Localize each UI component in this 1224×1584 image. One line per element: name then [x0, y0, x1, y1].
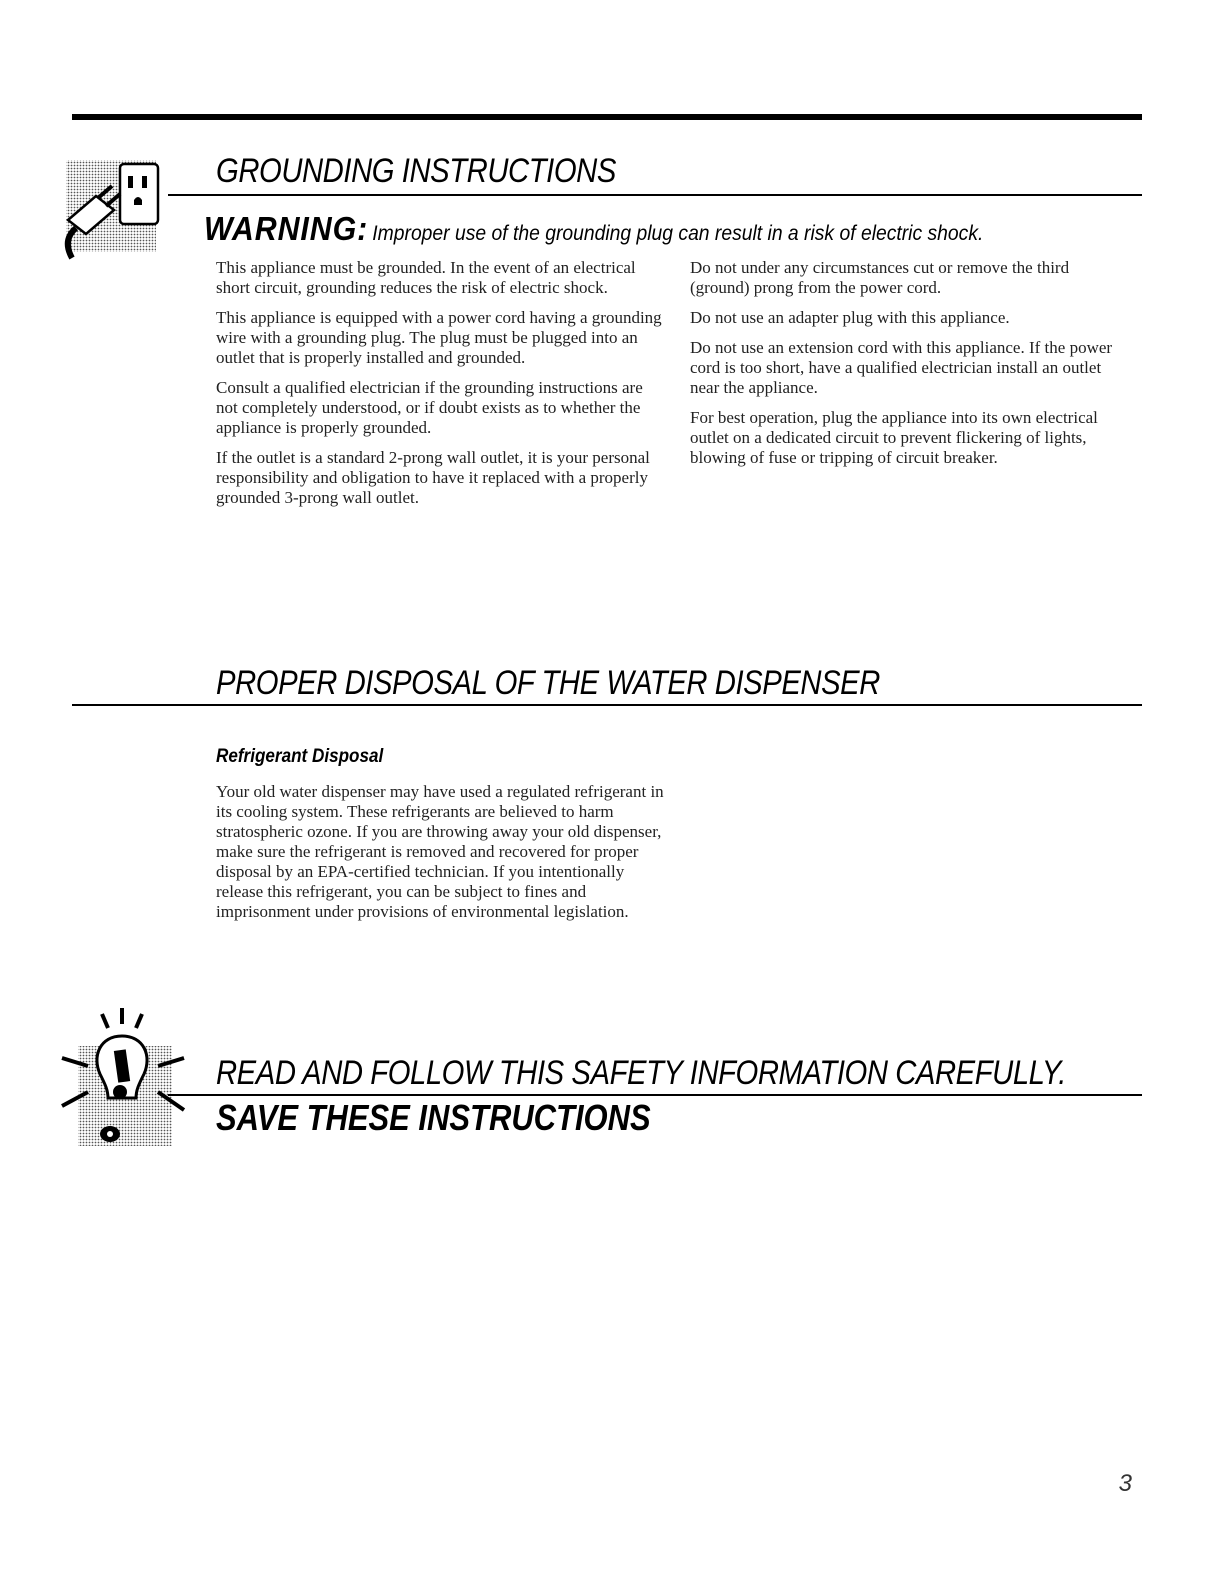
grounding-left-column — [216, 258, 668, 518]
grounding-left-paragraph: This appliance must be grounded. In the event of an electrical short circuit, grounding reduces the risk of electric shock. — [216, 258, 636, 297]
grounding-right-paragraph: Do not use an extension cord with this appliance. If the power cord is too short, have a qualified electrician install an outlet near the appliance. — [690, 338, 1113, 397]
grounding-left-paragraph: This appliance is equipped with a power cord having a grounding wire with a grounding plug. The plug must be plugged into an outlet that is properly installed and grounded. — [216, 308, 662, 367]
safety-title-rule — [168, 1094, 1142, 1096]
warning-label: WARNING: — [204, 210, 369, 247]
grounding-right-paragraph: Do not use an adapter plug with this appliance. — [690, 308, 1010, 327]
refrigerant-disposal-paragraph: Your old water dispenser may have used a regulated refrigerant in its cooling system. These refrigerants are believed to harm stratospheric ozone. If you are throwing away your old dispenser, make sure the refrigerant is removed and recovered for proper disposal by an EPA-certified technician. If you intentionally release this refrigerant, you can be subject to fines and imprisonment under provisions of environmental legislation. — [216, 782, 664, 921]
warning-line — [204, 210, 983, 248]
warning-text: Improper use of the grounding plug can result in a risk of electric shock. — [372, 222, 984, 245]
disposal-title: PROPER DISPOSAL OF THE WATER DISPENSER — [216, 664, 880, 702]
electric-plug-outlet-icon — [58, 152, 168, 262]
grounding-left-paragraph: Consult a qualified electrician if the grounding instructions are not completely understood, or if doubt exists as to whether the appliance is properly grounded. — [216, 378, 643, 437]
grounding-right-column — [690, 258, 1115, 478]
top-rule — [72, 114, 1142, 120]
disposal-title-rule — [72, 704, 1142, 706]
refrigerant-disposal-heading: Refrigerant Disposal — [216, 746, 384, 767]
page-number: 3 — [1118, 1470, 1132, 1497]
save-instructions-heading: SAVE THESE INSTRUCTIONS — [216, 1097, 651, 1138]
grounding-right-paragraph: Do not under any circumstances cut or remove the third (ground) prong from the power cord. — [690, 258, 1070, 297]
grounding-left-paragraph: If the outlet is a standard 2-prong wall outlet, it is your personal responsibility and obligation to have it replaced with a properly grounded 3-prong wall outlet. — [216, 448, 650, 507]
warning-light-bulb-icon — [58, 1006, 188, 1148]
refrigerant-disposal-column — [216, 782, 666, 932]
grounding-title-rule — [168, 194, 1142, 196]
grounding-title: GROUNDING INSTRUCTIONS — [216, 152, 616, 190]
grounding-right-paragraph: For best operation, plug the appliance into its own electrical outlet on a dedicated circuit to prevent flickering of lights, blowing of fuse or tripping of circuit breaker. — [690, 408, 1098, 467]
safety-title: READ AND FOLLOW THIS SAFETY INFORMATION CAREFULLY. — [216, 1054, 1066, 1092]
